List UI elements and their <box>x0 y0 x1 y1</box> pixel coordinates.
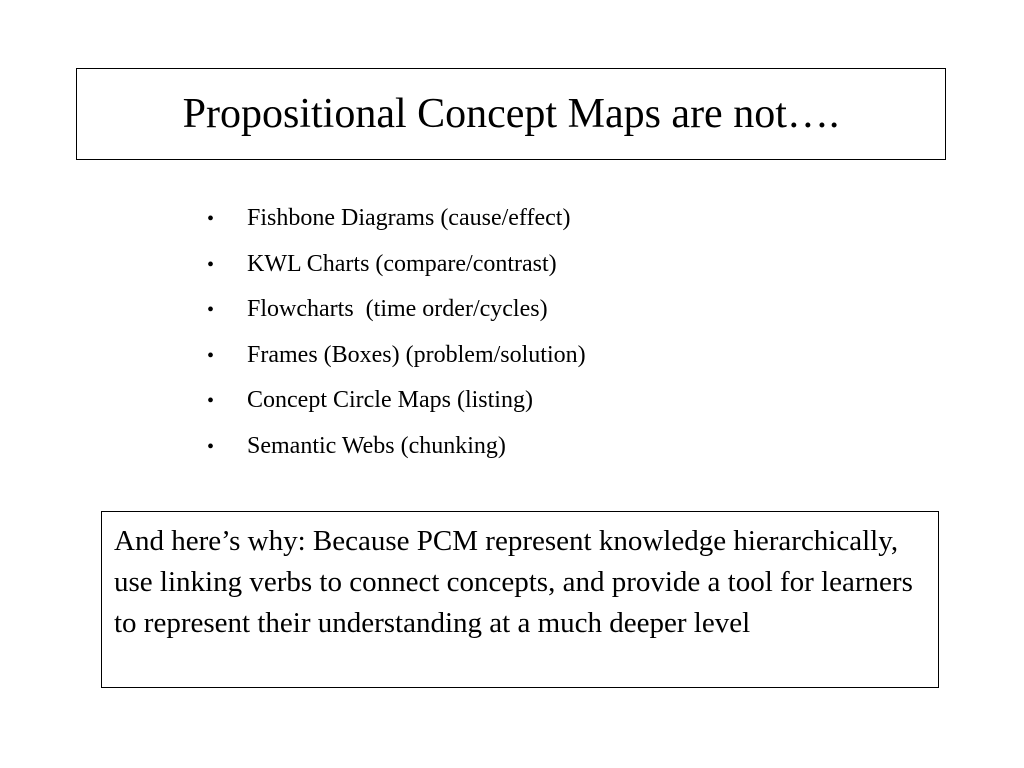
bullet-icon: • <box>207 253 215 276</box>
list-item-text: Frames (Boxes) (problem/solution) <box>247 341 586 368</box>
slide-title: Propositional Concept Maps are not…. <box>182 91 840 137</box>
list-item <box>207 196 586 242</box>
list-item-text: Concept Circle Maps (listing) <box>247 387 533 414</box>
bullet-list <box>207 196 586 470</box>
list-item <box>207 378 586 424</box>
bullet-icon: • <box>207 344 215 367</box>
list-item <box>207 424 586 470</box>
explanation-text: And here’s why: Because PCM represent knowledge hierarchically, use linking verbs to connect concepts, and provide a tool for learners to represent their understanding at a much deeper level <box>114 525 913 639</box>
title-box <box>76 68 946 160</box>
list-item <box>207 287 586 333</box>
list-item-text: Semantic Webs (chunking) <box>247 432 506 459</box>
bullet-icon: • <box>207 208 215 230</box>
explanation-box <box>101 511 939 688</box>
list-item-text: KWL Charts (compare/contrast) <box>247 250 557 277</box>
list-item <box>207 333 586 379</box>
bullet-icon: • <box>207 435 215 458</box>
list-item <box>207 242 586 288</box>
list-item-text: Flowcharts (time order/cycles) <box>247 296 548 323</box>
bullet-icon: • <box>207 390 215 413</box>
bullet-icon: • <box>207 299 215 322</box>
list-item-text: Fishbone Diagrams (cause/effect) <box>247 205 571 231</box>
